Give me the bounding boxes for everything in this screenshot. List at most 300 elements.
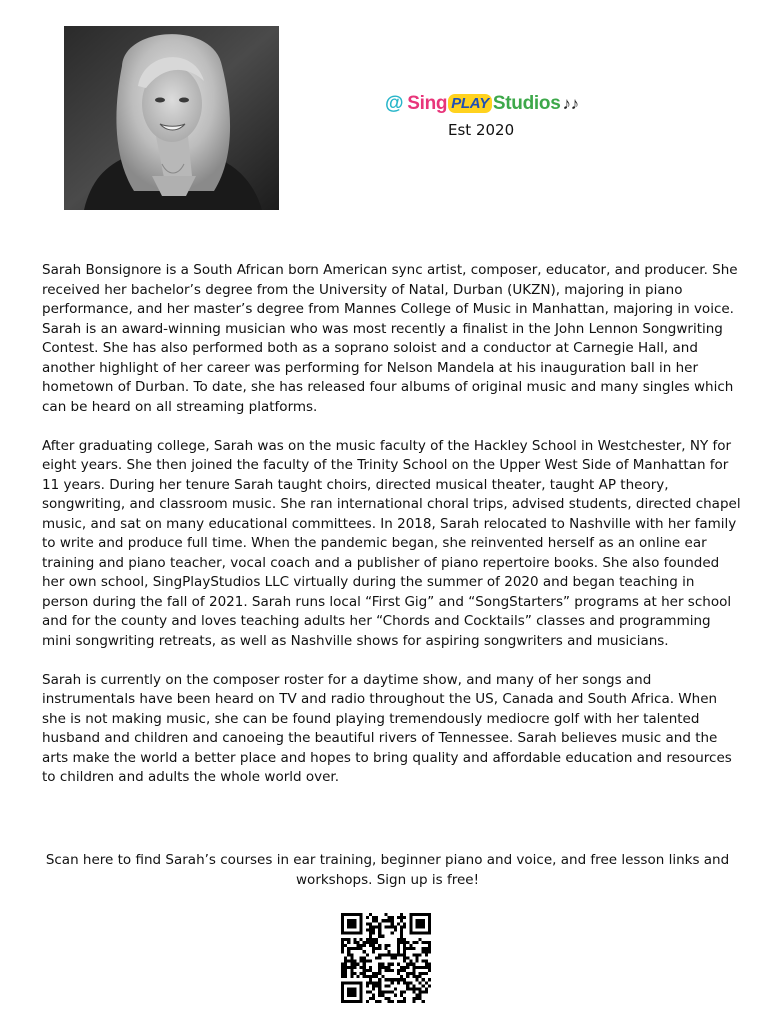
qr-module <box>341 1000 344 1003</box>
qr-module <box>344 963 347 966</box>
qr-module <box>378 987 381 990</box>
qr-module <box>419 994 422 997</box>
qr-module <box>412 963 415 966</box>
qr-module <box>384 953 387 956</box>
qr-module <box>347 941 350 944</box>
qr-module <box>384 978 387 981</box>
qr-module <box>419 997 422 1000</box>
qr-module <box>394 978 397 981</box>
qr-code[interactable] <box>341 913 431 1003</box>
qr-module <box>372 997 375 1000</box>
qr-module <box>403 938 406 941</box>
qr-module <box>422 950 425 953</box>
qr-module <box>422 932 425 935</box>
qr-module <box>353 972 356 975</box>
qr-module <box>409 972 412 975</box>
qr-module <box>428 984 431 987</box>
qr-module <box>412 969 415 972</box>
qr-module <box>372 947 375 950</box>
qr-module <box>403 925 406 928</box>
qr-module <box>406 947 409 950</box>
qr-module <box>419 913 422 916</box>
qr-module <box>369 938 372 941</box>
singplaystudios-logo <box>385 92 615 139</box>
qr-module <box>415 922 418 925</box>
qr-module <box>353 932 356 935</box>
qr-module <box>412 984 415 987</box>
qr-module <box>372 950 375 953</box>
qr-module <box>375 956 378 959</box>
qr-module <box>369 929 372 932</box>
qr-module <box>406 941 409 944</box>
qr-module <box>425 981 428 984</box>
qr-module <box>369 975 372 978</box>
qr-module <box>397 1000 400 1003</box>
qr-module <box>341 947 344 950</box>
logo-studios-text: Studios <box>492 93 561 114</box>
qr-module <box>381 991 384 994</box>
qr-module <box>419 987 422 990</box>
qr-module <box>341 994 344 997</box>
qr-module <box>378 978 381 981</box>
qr-module <box>425 950 428 953</box>
qr-module <box>403 997 406 1000</box>
qr-module <box>394 929 397 932</box>
qr-module <box>419 972 422 975</box>
qr-module <box>412 913 415 916</box>
qr-module <box>422 991 425 994</box>
qr-module <box>397 978 400 981</box>
qr-module <box>391 925 394 928</box>
qr-module <box>344 1000 347 1003</box>
qr-module <box>425 947 428 950</box>
qr-module <box>397 963 400 966</box>
qr-module <box>388 984 391 987</box>
qr-module <box>428 925 431 928</box>
qr-module <box>357 963 360 966</box>
qr-module <box>403 941 406 944</box>
qr-module <box>425 941 428 944</box>
qr-module <box>353 913 356 916</box>
qr-module <box>347 950 350 953</box>
qr-module <box>350 932 353 935</box>
qr-module <box>384 913 387 916</box>
qr-module <box>341 929 344 932</box>
qr-module <box>409 919 412 922</box>
qr-module <box>350 981 353 984</box>
qr-module <box>419 925 422 928</box>
qr-module <box>397 947 400 950</box>
qr-module <box>363 960 366 963</box>
qr-module <box>366 969 369 972</box>
qr-module <box>341 913 344 916</box>
qr-module <box>369 991 372 994</box>
qr-module <box>369 981 372 984</box>
qr-module <box>388 953 391 956</box>
qr-module <box>378 922 381 925</box>
qr-module <box>412 941 415 944</box>
established-year: Est 2020 <box>448 121 515 139</box>
qr-module <box>360 925 363 928</box>
qr-module <box>369 925 372 928</box>
qr-module <box>391 981 394 984</box>
qr-module <box>403 991 406 994</box>
qr-module <box>400 913 403 916</box>
qr-module <box>397 972 400 975</box>
qr-module <box>403 922 406 925</box>
qr-module <box>412 947 415 950</box>
qr-module <box>406 963 409 966</box>
qr-module <box>384 947 387 950</box>
qr-module <box>366 975 369 978</box>
qr-module <box>409 963 412 966</box>
qr-module <box>415 913 418 916</box>
qr-module <box>397 953 400 956</box>
qr-module <box>375 947 378 950</box>
qr-module <box>347 938 350 941</box>
qr-module <box>412 975 415 978</box>
qr-module <box>428 966 431 969</box>
qr-module <box>372 972 375 975</box>
qr-module <box>419 981 422 984</box>
qr-module <box>353 963 356 966</box>
qr-module <box>391 1000 394 1003</box>
qr-module <box>428 916 431 919</box>
qr-module <box>375 1000 378 1003</box>
qr-module <box>422 925 425 928</box>
qr-module <box>406 972 409 975</box>
qr-module <box>344 944 347 947</box>
qr-module <box>350 919 353 922</box>
qr-module <box>360 929 363 932</box>
qr-module <box>391 963 394 966</box>
qr-module <box>366 960 369 963</box>
qr-module <box>403 978 406 981</box>
qr-module <box>347 953 350 956</box>
qr-module <box>341 963 344 966</box>
qr-module <box>422 1000 425 1003</box>
qr-module <box>384 925 387 928</box>
qr-module <box>341 966 344 969</box>
qr-module <box>369 969 372 972</box>
qr-module <box>397 922 400 925</box>
qr-module <box>347 966 350 969</box>
qr-module <box>425 953 428 956</box>
qr-module <box>350 987 353 990</box>
qr-module <box>428 941 431 944</box>
qr-module <box>403 966 406 969</box>
qr-module <box>415 987 418 990</box>
qr-module <box>360 916 363 919</box>
qr-module <box>360 960 363 963</box>
qr-module <box>388 991 391 994</box>
qr-module <box>357 941 360 944</box>
qr-module <box>391 919 394 922</box>
qr-module <box>409 925 412 928</box>
qr-module <box>388 969 391 972</box>
qr-module <box>388 963 391 966</box>
qr-module <box>369 913 372 916</box>
qr-module <box>357 1000 360 1003</box>
qr-module <box>369 941 372 944</box>
qr-module <box>415 994 418 997</box>
bio-paragraph: After graduating college, Sarah was on the music faculty of the Hackley School in Westchester, NY for eight years. She then joined the faculty of the Trinity School on the Upper West Side of Manhattan for 11 years. During her tenure Sarah taught choirs, directed musical theater, taught AP theory, songwriting, and classroom music. She ran international choral trips, advised students, directed chapel music, and sat on many educational committees. In 2018, Sarah relocated to Nashville with her family to write and produce full time. When the pandemic began, she reinvented herself as an online ear training and piano teacher, vocal coach and a publisher of piano repertoire books. She also founded her own school, SingPlayStudios LLC virtually during the summer of 2020 and began teaching in person during the fall of 2021. Sarah runs local “First Gig” and “SongStarters” programs at her school and for the county and loves teaching adults her “Chords and Cocktails” classes and programming mini songwriting retreats, as well as Nashville shows for aspiring songwriters and musicians. <box>42 437 741 649</box>
qr-module <box>350 913 353 916</box>
qr-module <box>369 997 372 1000</box>
qr-module <box>369 932 372 935</box>
qr-module <box>341 991 344 994</box>
qr-module <box>388 1000 391 1003</box>
qr-module <box>406 987 409 990</box>
qr-module <box>350 960 353 963</box>
qr-module <box>353 960 356 963</box>
qr-module <box>415 941 418 944</box>
qr-module <box>381 953 384 956</box>
qr-module <box>344 932 347 935</box>
qr-module <box>388 978 391 981</box>
qr-module <box>372 941 375 944</box>
qr-module <box>403 960 406 963</box>
qr-module <box>428 932 431 935</box>
qr-module <box>341 922 344 925</box>
qr-module <box>388 950 391 953</box>
qr-module <box>360 994 363 997</box>
qr-module <box>375 938 378 941</box>
bio-paragraph: Sarah Bonsignore is a South African born American sync artist, composer, educator, and producer. She received her bachelor’s degree from the University of Natal, Durban (UKZN), majoring in piano performance, and her master’s degree from Mannes College of Music in Manhattan, majoring in voice. Sarah is an award-winning musician who was most recently a finalist in the John Lennon Songwriting Contest. She has also performed both as a soprano soloist and a conductor at Carnegie Hall, and another highlight of her career was performing for Nelson Mandela at his inauguration ball in her hometown of Durban. To date, she has released four albums of original music and many singles which can be heard on all streaming platforms. <box>42 262 738 415</box>
qr-module <box>428 922 431 925</box>
qr-module <box>366 981 369 984</box>
qr-module <box>388 997 391 1000</box>
qr-module <box>391 978 394 981</box>
qr-module <box>378 969 381 972</box>
qr-module <box>409 960 412 963</box>
qr-module <box>353 981 356 984</box>
qr-module <box>357 944 360 947</box>
qr-module <box>344 938 347 941</box>
qr-module <box>412 991 415 994</box>
qr-module <box>378 972 381 975</box>
qr-module <box>366 938 369 941</box>
qr-module <box>344 975 347 978</box>
qr-module <box>366 991 369 994</box>
portrait-photo <box>64 26 279 210</box>
qr-module <box>406 984 409 987</box>
qr-module <box>350 925 353 928</box>
qr-module <box>369 922 372 925</box>
qr-module <box>381 935 384 938</box>
qr-module <box>375 975 378 978</box>
qr-module <box>400 1000 403 1003</box>
qr-module <box>381 966 384 969</box>
qr-module <box>341 981 344 984</box>
qr-module <box>360 913 363 916</box>
qr-module <box>350 994 353 997</box>
qr-module <box>341 925 344 928</box>
qr-module <box>360 966 363 969</box>
qr-module <box>419 932 422 935</box>
qr-module <box>419 922 422 925</box>
qr-module <box>347 991 350 994</box>
qr-module <box>415 953 418 956</box>
qr-module <box>428 978 431 981</box>
qr-module <box>360 947 363 950</box>
qr-module <box>360 972 363 975</box>
qr-module <box>397 969 400 972</box>
qr-module <box>409 987 412 990</box>
qr-module <box>357 947 360 950</box>
qr-module <box>412 953 415 956</box>
qr-module <box>384 966 387 969</box>
qr-module <box>397 944 400 947</box>
qr-module <box>360 922 363 925</box>
qr-module <box>363 950 366 953</box>
qr-module <box>347 994 350 997</box>
qr-module <box>403 969 406 972</box>
qr-module <box>415 975 418 978</box>
qr-module <box>403 916 406 919</box>
qr-module <box>409 947 412 950</box>
qr-module <box>347 925 350 928</box>
qr-module <box>347 913 350 916</box>
qr-module <box>400 953 403 956</box>
qr-module <box>369 960 372 963</box>
qr-module <box>397 941 400 944</box>
qr-module <box>378 963 381 966</box>
qr-module <box>350 953 353 956</box>
qr-module <box>415 997 418 1000</box>
qr-module <box>403 981 406 984</box>
qr-module <box>422 913 425 916</box>
qr-module <box>350 956 353 959</box>
qr-module <box>353 941 356 944</box>
qr-module <box>375 919 378 922</box>
qr-module <box>400 929 403 932</box>
qr-module <box>391 991 394 994</box>
qr-module <box>415 956 418 959</box>
qr-module <box>360 932 363 935</box>
qr-module <box>360 944 363 947</box>
qr-module <box>406 956 409 959</box>
qr-module <box>428 969 431 972</box>
scan-call-to-action: Scan here to find Sarah’s courses in ear training, beginner piano and voice, and free lesson links and workshops. Sign up is free! <box>45 852 730 888</box>
qr-module <box>363 972 366 975</box>
qr-module <box>422 984 425 987</box>
qr-module <box>363 966 366 969</box>
qr-module <box>350 991 353 994</box>
qr-module <box>419 919 422 922</box>
qr-module <box>357 913 360 916</box>
qr-module <box>428 919 431 922</box>
qr-module <box>360 997 363 1000</box>
qr-module <box>360 956 363 959</box>
qr-module <box>353 922 356 925</box>
qr-module <box>360 919 363 922</box>
qr-module <box>391 956 394 959</box>
qr-module <box>372 932 375 935</box>
qr-module <box>406 966 409 969</box>
qr-module <box>409 913 412 916</box>
qr-module <box>384 919 387 922</box>
qr-module <box>341 984 344 987</box>
qr-module <box>422 960 425 963</box>
qr-module <box>347 987 350 990</box>
qr-module <box>412 932 415 935</box>
qr-module <box>369 944 372 947</box>
qr-module <box>391 969 394 972</box>
qr-module <box>378 953 381 956</box>
qr-module <box>347 919 350 922</box>
qr-module <box>347 960 350 963</box>
qr-module <box>391 916 394 919</box>
qr-module <box>366 1000 369 1003</box>
qr-module <box>378 947 381 950</box>
qr-module <box>415 966 418 969</box>
qr-module <box>375 916 378 919</box>
qr-module <box>350 1000 353 1003</box>
qr-module <box>366 984 369 987</box>
qr-module <box>363 941 366 944</box>
qr-module <box>422 922 425 925</box>
qr-module <box>394 925 397 928</box>
qr-module <box>397 938 400 941</box>
qr-module <box>384 997 387 1000</box>
qr-module <box>428 913 431 916</box>
qr-module <box>400 925 403 928</box>
qr-module <box>353 938 356 941</box>
qr-module <box>425 991 428 994</box>
qr-module <box>397 916 400 919</box>
qr-module <box>425 913 428 916</box>
qr-module <box>347 922 350 925</box>
qr-module <box>363 956 366 959</box>
qr-module <box>422 947 425 950</box>
qr-module <box>341 969 344 972</box>
qr-module <box>384 991 387 994</box>
qr-module <box>341 944 344 947</box>
qr-module <box>347 932 350 935</box>
qr-module <box>372 919 375 922</box>
qr-module <box>412 1000 415 1003</box>
qr-module <box>412 987 415 990</box>
qr-module <box>400 966 403 969</box>
qr-module <box>419 966 422 969</box>
qr-module <box>341 919 344 922</box>
qr-module <box>344 913 347 916</box>
qr-module <box>415 978 418 981</box>
qr-module <box>400 935 403 938</box>
qr-module <box>353 947 356 950</box>
qr-module <box>347 1000 350 1003</box>
qr-module <box>397 950 400 953</box>
biography-text <box>42 261 742 807</box>
qr-module <box>419 975 422 978</box>
qr-module <box>409 929 412 932</box>
qr-module <box>422 966 425 969</box>
qr-module <box>341 941 344 944</box>
qr-module <box>357 932 360 935</box>
qr-module <box>400 978 403 981</box>
qr-module <box>347 947 350 950</box>
qr-module <box>350 947 353 950</box>
qr-module <box>391 932 394 935</box>
qr-module <box>394 994 397 997</box>
qr-module <box>422 919 425 922</box>
qr-module <box>425 987 428 990</box>
qr-module <box>353 966 356 969</box>
qr-module <box>400 916 403 919</box>
qr-module <box>344 956 347 959</box>
qr-module <box>360 1000 363 1003</box>
